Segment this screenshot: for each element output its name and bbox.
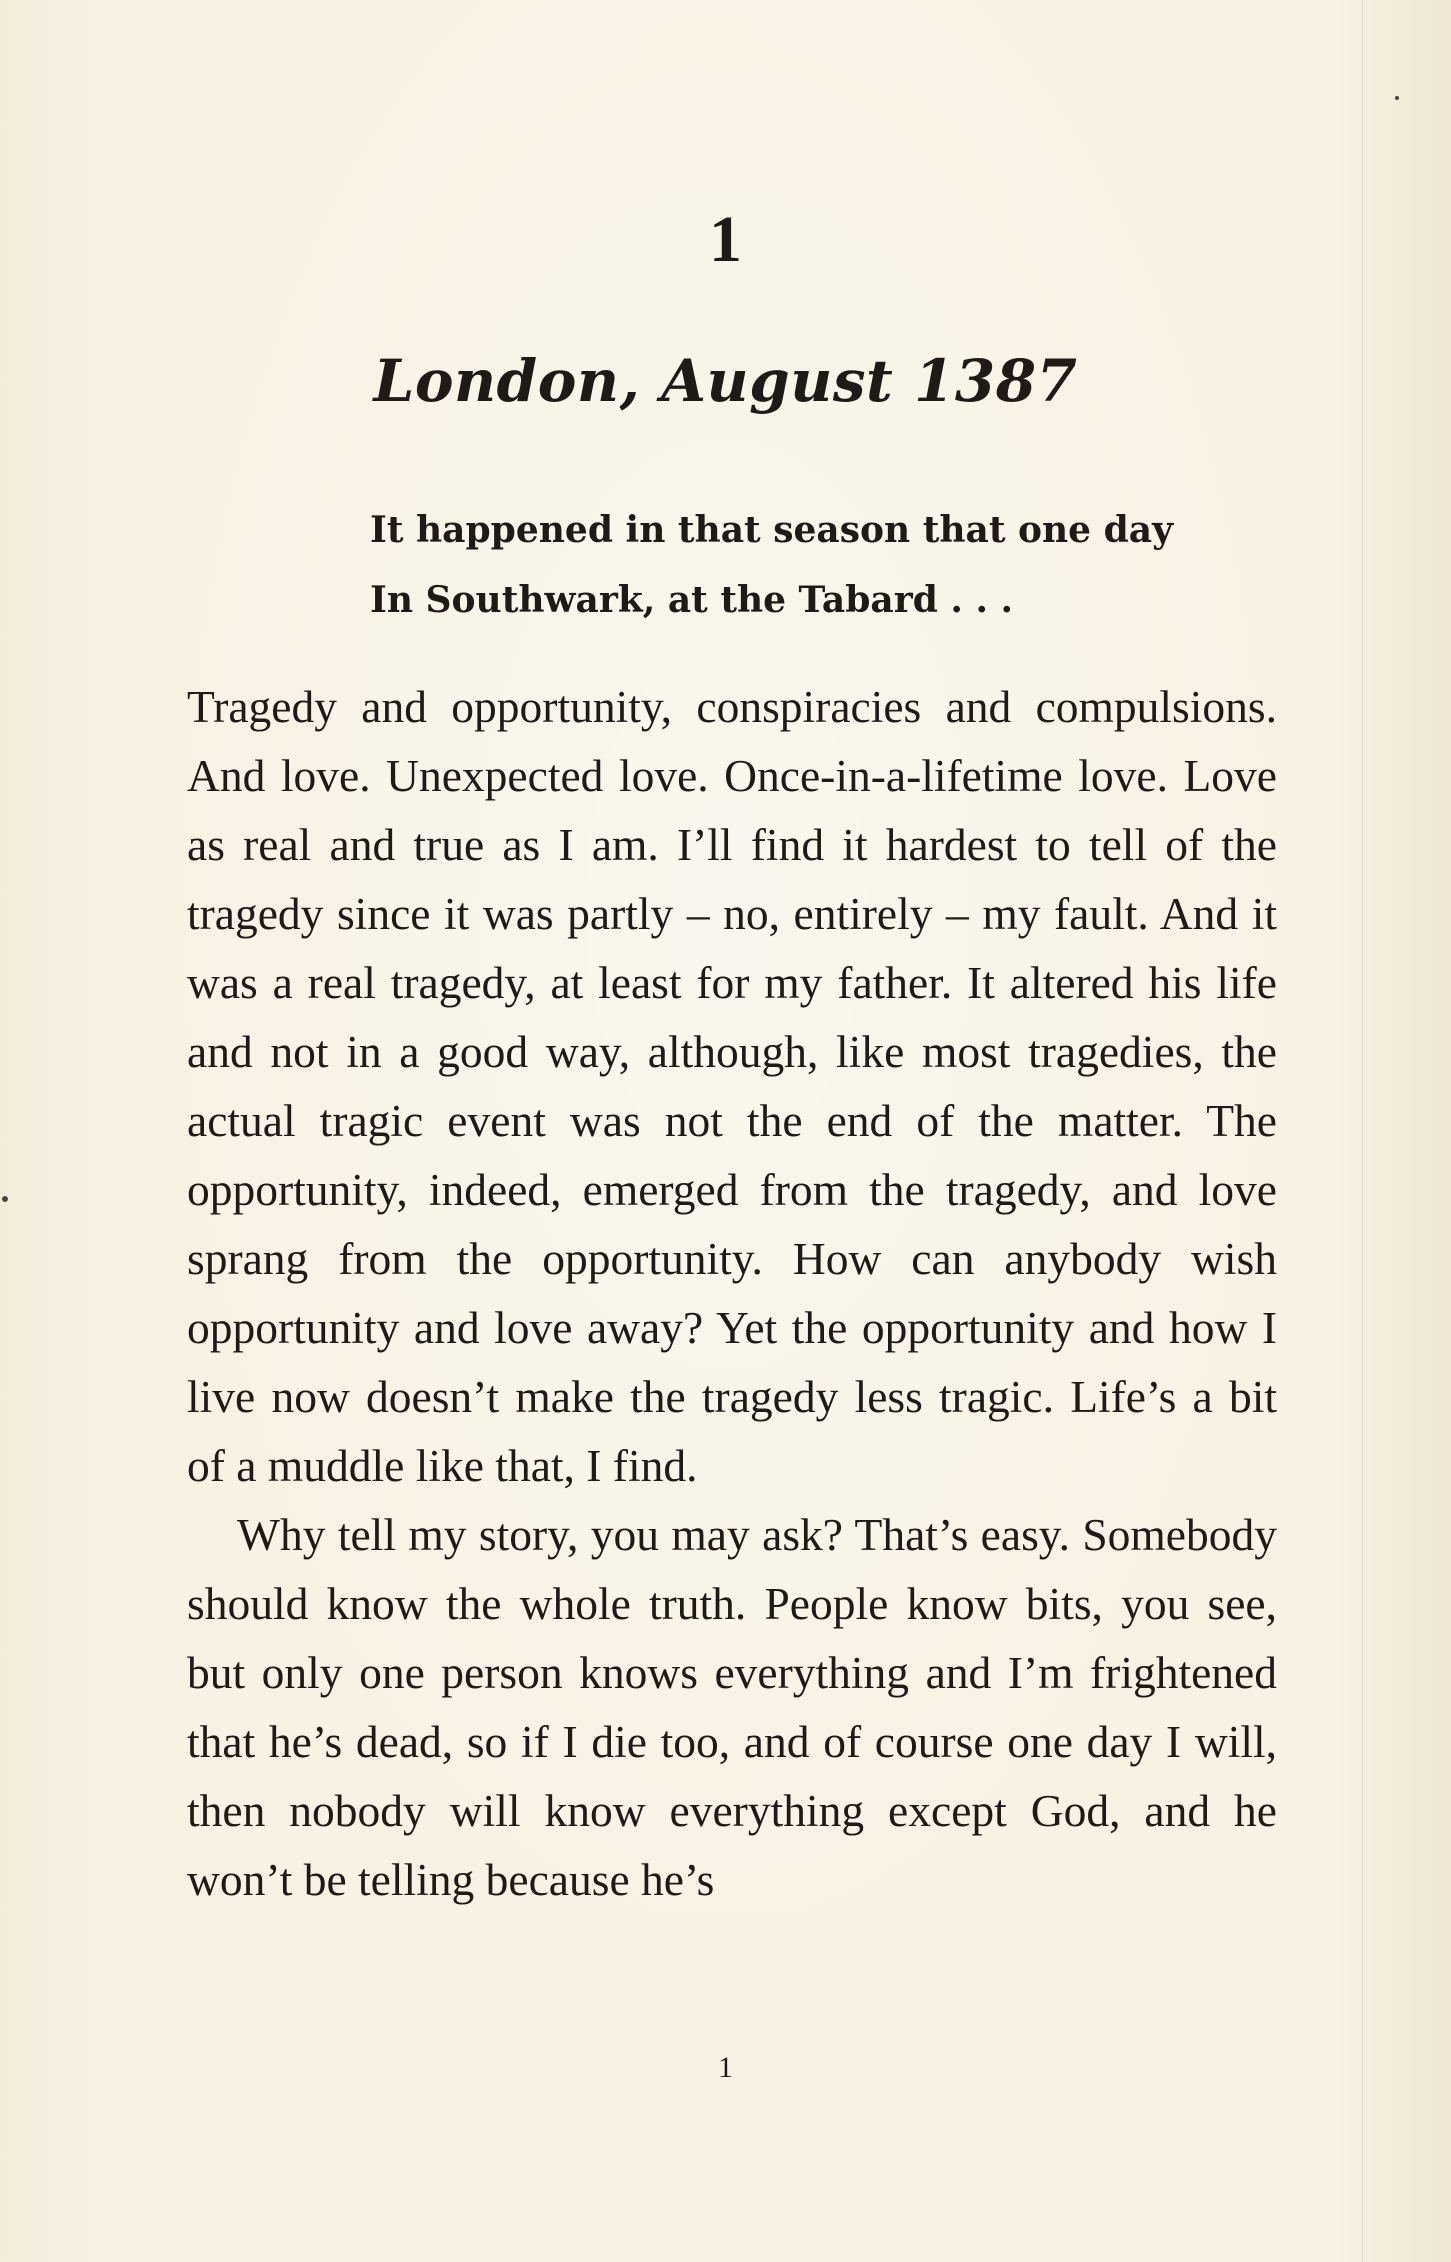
epigraph <box>370 495 1174 635</box>
epigraph-line: It happened in that season that one day <box>370 509 1174 551</box>
print-speck <box>1395 96 1399 100</box>
body-text <box>187 672 1277 1914</box>
epigraph-line: In Southwark, at the Tabard . . . <box>370 579 1014 621</box>
paragraph: Tragedy and opportunity, conspiracies and compulsions. And love. Unexpected love. Once-in-a-lifetime love. Love as real and true as I am. I’ll find it hardest to tell of the tragedy since it was partly – no, entirely – my fault. And it was a real tragedy, at least for my father. It altered his life and not in a good way, although, like most tragedies, the actual tragic event was not the end of the matter. The opportunity, indeed, emerged from the tragedy, and love sprang from the opportunity. How can anybody wish opportunity and love away? Yet the opportunity and how I live now doesn’t make the tragedy less tragic. Life’s a bit of a muddle like that, I find. <box>187 681 1277 1491</box>
chapter-number: 1 <box>709 203 742 276</box>
print-speck <box>2 1196 8 1202</box>
paragraph: Why tell my story, you may ask? That’s easy. Somebody should know the whole truth. People know bits, you see, but only one person knows everything and I’m frightened that he’s dead, so if I die too, and of course one day I will, then nobody will know everything except God, and he won’t be telling because he’s <box>187 1509 1277 1905</box>
chapter-title: London, August 1387 <box>373 347 1078 415</box>
page-number: 1 <box>718 2051 733 2084</box>
page-edge-line <box>1362 0 1363 2262</box>
